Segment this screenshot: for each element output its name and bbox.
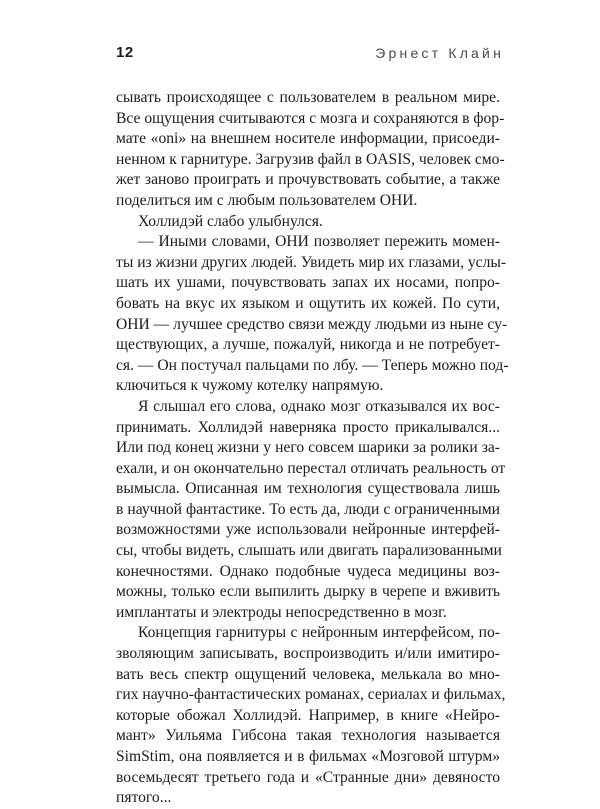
text-line: — Иными словами, ОНИ позволяет пережить момен-: [138, 233, 500, 251]
text-line: ОНИ — лучшее средство связи между людьми из ныне су-: [116, 315, 508, 333]
text-line: имплантаты и электроды непосредственно в мозг.: [116, 603, 447, 621]
text-line: вать весь спектр ощущений человека, мелькала во мно-: [116, 665, 500, 683]
text-line: конечностями. Однако подобные чудеса медицины воз-: [116, 562, 500, 580]
text-line: которые обожал Холлидэй. Например, в книге «Нейро-: [116, 706, 500, 724]
text-line: пятого...: [116, 789, 172, 807]
text-line: Холлидэй слабо улыбнулся.: [138, 212, 323, 230]
text-line: ехали, и он окончательно перестал отличать реальность от: [116, 459, 506, 477]
running-head-author: Эрнест Клайн: [375, 45, 504, 61]
text-line: ненном к гарнитуре. Загрузив файл в OASIS, человек смо-: [116, 150, 505, 168]
text-line: бовать на вкус их языком и ощутить их кожей. По сути,: [116, 294, 500, 312]
text-line: SimStim, она появляется и в фильмах «Мозговой штурм»: [116, 748, 500, 765]
text-line: жет заново проиграть и прочувствовать событие, а также: [116, 171, 500, 189]
text-line: зволяющим записывать, воспроизводить и/или имитиро-: [116, 645, 500, 663]
text-line: сывать происходящее с пользователем в реальном мире.: [116, 89, 500, 106]
text-line: гих научно-фантастических романах, сериалах и фильмах,: [116, 686, 506, 704]
text-line: Все ощущения считываются с мозга и сохраняются в фор-: [116, 109, 505, 127]
page-number: 12: [116, 44, 134, 61]
text-line: Я слышал его слова, однако мозг отказывался их вос-: [138, 397, 500, 415]
text-line: поделиться им с любым пользователем ОНИ.: [116, 191, 418, 209]
page-header: [116, 44, 504, 68]
text-line: Концепция гарнитуры с нейронным интерфейсом, по-: [138, 624, 500, 642]
text-line: мате «oni» на внешнем носителе информации, присоеди-: [116, 130, 500, 148]
text-line: ществующих, а лучше, пожалуй, никогда и не потребует-: [116, 336, 500, 354]
text-line: сы, чтобы видеть, слышать или двигать парализованными: [116, 542, 502, 560]
text-line: ты из жизни других людей. Увидеть мир их глазами, услы-: [116, 253, 507, 271]
body-text: [116, 88, 509, 809]
text-line: в научной фантастике. То есть да, люди с ограниченными: [116, 500, 500, 518]
text-line: можны, только если выпилить дырку в черепе и вживить: [116, 583, 500, 601]
text-line: шать их ушами, почувствовать запах их носами, попро-: [116, 274, 500, 292]
text-line: мант» Уильяма Гибсона такая технология называется: [116, 727, 500, 745]
text-line: ключиться к чужому котелку напрямую.: [116, 377, 384, 395]
text-line: возможностями уже использовали нейронные интерфей-: [116, 521, 500, 539]
text-line: принимать. Холлидэй наверняка просто прикалывался...: [116, 418, 500, 436]
text-line: ся. — Он постучал пальцами по лбу. — Теперь можно под-: [116, 356, 509, 374]
text-line: вымысла. Описанная им технология существовала лишь: [116, 480, 500, 498]
text-line: Или под конец жизни у него совсем шарики за ролики за-: [116, 439, 500, 457]
text-line: восемьдесят третьего года и «Странные дни» девяносто: [116, 768, 500, 786]
